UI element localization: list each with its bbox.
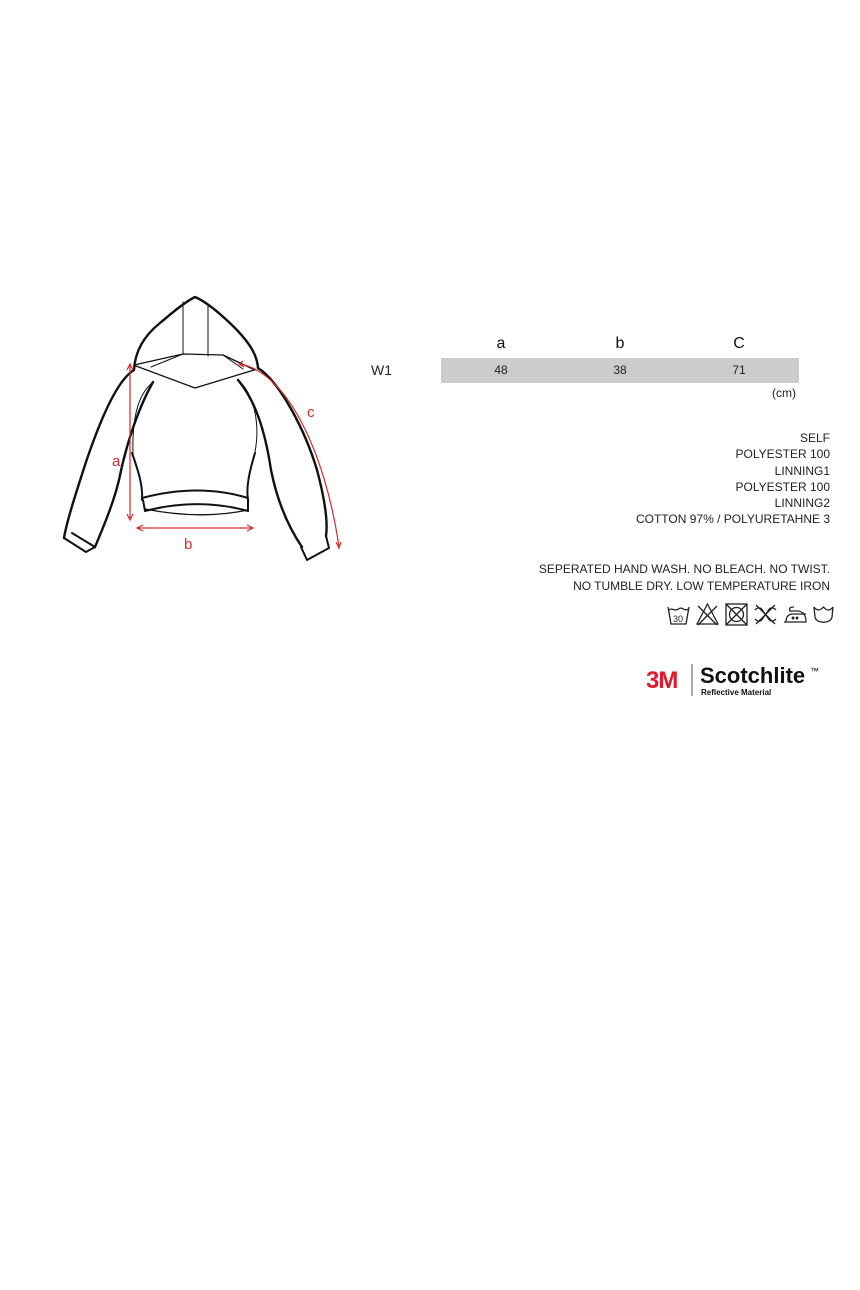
hem-band — [142, 491, 248, 512]
no-bleach-icon — [695, 602, 720, 627]
hoodie-sketch — [55, 290, 355, 570]
measure-b-line — [137, 525, 253, 531]
hem-stitch — [145, 509, 248, 515]
composition-line: SELF — [799, 431, 830, 445]
composition-line: POLYESTER 100 — [735, 479, 830, 494]
right-sleeve — [238, 368, 327, 547]
low-iron-icon — [782, 602, 807, 627]
wash-30-icon — [666, 602, 691, 627]
care-icons — [666, 602, 836, 627]
brand-trademark: ™ — [810, 666, 819, 676]
header-b: b — [615, 335, 625, 352]
left-sleeve — [64, 370, 153, 547]
scotchlite-logo — [646, 660, 826, 700]
right-cuff — [301, 536, 329, 560]
measure-c-label: c — [307, 404, 315, 421]
hood-inner — [151, 354, 243, 369]
hood-lining — [136, 366, 254, 388]
composition-line: LINNING2 — [774, 496, 830, 511]
header-a: a — [496, 335, 506, 352]
size-table — [360, 333, 800, 400]
composition-line: POLYESTER 100 — [735, 447, 830, 462]
no-tumble-dry-icon — [724, 602, 749, 627]
care-line: SEPERATED HAND WASH. NO BLEACH. NO TWIST. — [538, 562, 830, 576]
hood-opening — [134, 354, 255, 370]
no-wring-icon — [753, 602, 778, 627]
body-left-side — [132, 453, 142, 500]
measure-b-label: b — [184, 536, 193, 553]
hood-center-panel — [183, 302, 208, 356]
left-cuff — [64, 533, 95, 552]
size-table-header — [360, 333, 800, 358]
body-right-raglan — [238, 380, 257, 452]
value-a: 48 — [494, 363, 508, 377]
care-line: NO TUMBLE DRY. LOW TEMPERATURE IRON — [573, 578, 830, 593]
wash-temp-label: 30 — [673, 614, 684, 624]
unit-label: (cm) — [772, 386, 796, 400]
size-label: W1 — [371, 362, 392, 378]
value-b: 38 — [613, 363, 627, 377]
header-c: C — [733, 335, 745, 352]
brand-mark: 3M — [646, 667, 678, 694]
brand-tagline: Reflective Material — [701, 688, 772, 697]
composition-line: COTTON 97% / POLYURETAHNE 3 — [635, 512, 830, 527]
hood-outline — [134, 297, 258, 370]
care-instructions — [539, 561, 830, 594]
size-table-row — [360, 358, 800, 383]
body-right-side — [247, 453, 255, 500]
composition-line: LINNING1 — [774, 463, 830, 478]
brand-name: Scotchlite — [700, 663, 806, 688]
composition-block — [636, 430, 830, 528]
hand-wash-icon — [811, 602, 836, 627]
measure-a-label: a — [112, 453, 121, 470]
value-c: 71 — [732, 363, 746, 377]
